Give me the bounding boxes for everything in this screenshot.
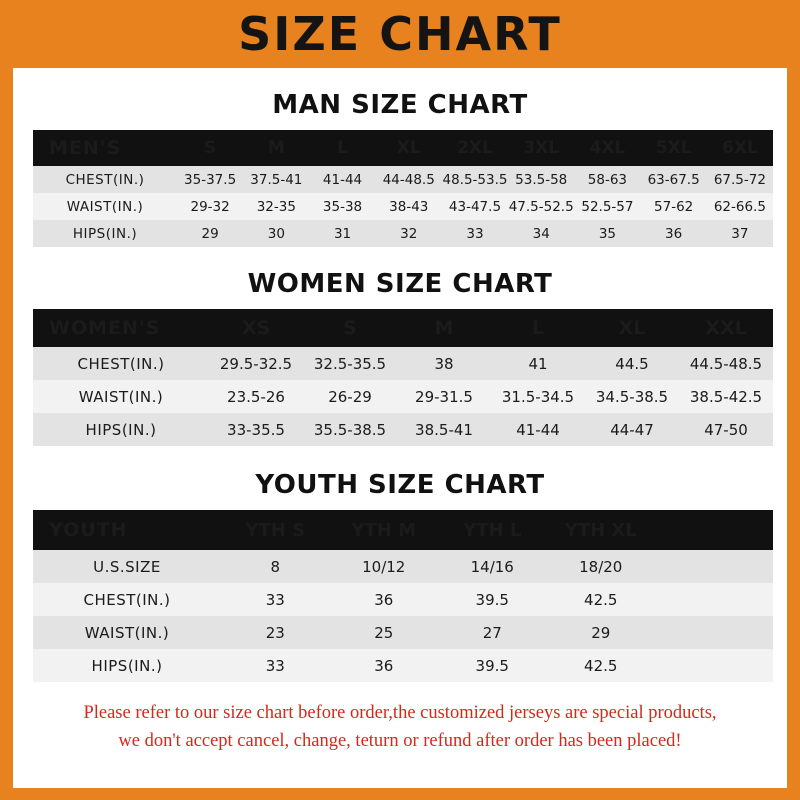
cell: 52.5-57: [574, 193, 640, 220]
cell: 23.5-26: [209, 380, 303, 413]
cell: 34.5-38.5: [585, 380, 679, 413]
youth-table-body: [33, 550, 773, 682]
cell: 44.5-48.5: [679, 347, 773, 380]
col-header-2xl: 2XL: [442, 130, 508, 166]
cell: 14/16: [438, 550, 547, 583]
col-header-s: S: [303, 309, 397, 347]
col-header-yth-xl: YTH XL: [547, 510, 656, 550]
col-header-yth-m: YTH M: [330, 510, 439, 550]
cell: 36: [330, 649, 439, 682]
page-title: SIZE CHART: [238, 7, 562, 61]
cell: 31.5-34.5: [491, 380, 585, 413]
col-header-4xl: 4XL: [574, 130, 640, 166]
table-row: [33, 583, 773, 616]
col-header-label: YOUTH: [33, 510, 221, 550]
col-header-spacer: [655, 510, 773, 550]
cell: 41-44: [491, 413, 585, 446]
row-label-chest: CHEST(IN.): [33, 583, 221, 616]
women-table-body: [33, 347, 773, 446]
col-header-label: MEN'S: [33, 130, 177, 166]
cell: 36: [330, 583, 439, 616]
table-header-row: [33, 309, 773, 347]
table-header-row: [33, 130, 773, 166]
cell: 53.5-58: [508, 166, 574, 193]
cell: 33: [221, 583, 330, 616]
cell: 67.5-72: [707, 166, 773, 193]
cell: 8: [221, 550, 330, 583]
row-label-hips: HIPS(IN.): [33, 413, 209, 446]
youth-size-table: [33, 510, 773, 682]
cell: 38.5-42.5: [679, 380, 773, 413]
table-row: [33, 166, 773, 193]
cell: 30: [243, 220, 309, 247]
footer-note-line2: we don't accept cancel, change, teturn or refund after order has been placed!: [118, 730, 682, 751]
cell: 33: [221, 649, 330, 682]
cell: 35-38: [309, 193, 375, 220]
row-label-chest: CHEST(IN.): [33, 347, 209, 380]
section-title-youth: YOUTH SIZE CHART: [255, 470, 545, 500]
cell: 42.5: [547, 649, 656, 682]
man-size-table: [33, 130, 773, 247]
cell-spacer: [655, 616, 773, 649]
cell: 39.5: [438, 649, 547, 682]
cell: 63-67.5: [641, 166, 707, 193]
cell: 27: [438, 616, 547, 649]
cell-spacer: [655, 583, 773, 616]
table-row: [33, 220, 773, 247]
man-table-header: [33, 130, 773, 166]
page-banner: [0, 0, 800, 68]
cell: 35.5-38.5: [303, 413, 397, 446]
youth-table-header: [33, 510, 773, 550]
chart-content: [13, 90, 787, 756]
cell: 38-43: [376, 193, 442, 220]
table-header-row: [33, 510, 773, 550]
cell: 58-63: [574, 166, 640, 193]
cell: 44-47: [585, 413, 679, 446]
cell: 37: [707, 220, 773, 247]
cell: 32-35: [243, 193, 309, 220]
col-header-l: L: [309, 130, 375, 166]
cell: 35-37.5: [177, 166, 243, 193]
cell: 29-32: [177, 193, 243, 220]
cell: 42.5: [547, 583, 656, 616]
table-row: [33, 413, 773, 446]
cell: 32: [376, 220, 442, 247]
cell: 47.5-52.5: [508, 193, 574, 220]
row-label-waist: WAIST(IN.): [33, 616, 221, 649]
cell: 44-48.5: [376, 166, 442, 193]
table-row: [33, 380, 773, 413]
col-header-s: S: [177, 130, 243, 166]
col-header-xl: XL: [585, 309, 679, 347]
cell: 41: [491, 347, 585, 380]
bottom-accent-bar: [0, 788, 800, 800]
cell: 33-35.5: [209, 413, 303, 446]
cell: 39.5: [438, 583, 547, 616]
cell: 43-47.5: [442, 193, 508, 220]
row-label-hips: HIPS(IN.): [33, 649, 221, 682]
cell: 41-44: [309, 166, 375, 193]
row-label-waist: WAIST(IN.): [33, 193, 177, 220]
section-title-man: MAN SIZE CHART: [272, 90, 528, 120]
cell: 37.5-41: [243, 166, 309, 193]
cell-spacer: [655, 649, 773, 682]
cell: 29.5-32.5: [209, 347, 303, 380]
col-header-m: M: [243, 130, 309, 166]
cell: 29: [177, 220, 243, 247]
table-row: [33, 649, 773, 682]
cell: 36: [641, 220, 707, 247]
cell: 38: [397, 347, 491, 380]
col-header-6xl: 6XL: [707, 130, 773, 166]
cell: 35: [574, 220, 640, 247]
col-header-xs: XS: [209, 309, 303, 347]
cell: 10/12: [330, 550, 439, 583]
row-label-hips: HIPS(IN.): [33, 220, 177, 247]
women-size-table: [33, 309, 773, 446]
row-label-waist: WAIST(IN.): [33, 380, 209, 413]
footer-note-line1: Please refer to our size chart before order,the customized jerseys are special products,: [83, 703, 717, 723]
cell: 44.5: [585, 347, 679, 380]
table-row: [33, 193, 773, 220]
footer-note: [33, 700, 767, 756]
col-header-yth-l: YTH L: [438, 510, 547, 550]
table-row: [33, 616, 773, 649]
cell: 38.5-41: [397, 413, 491, 446]
cell-spacer: [655, 550, 773, 583]
cell: 47-50: [679, 413, 773, 446]
cell: 57-62: [641, 193, 707, 220]
women-table-header: [33, 309, 773, 347]
col-header-3xl: 3XL: [508, 130, 574, 166]
table-row: [33, 550, 773, 583]
cell: 34: [508, 220, 574, 247]
col-header-xxl: XXL: [679, 309, 773, 347]
col-header-label: WOMEN'S: [33, 309, 209, 347]
col-header-m: M: [397, 309, 491, 347]
row-label-us-size: U.S.SIZE: [33, 550, 221, 583]
cell: 25: [330, 616, 439, 649]
col-header-5xl: 5XL: [641, 130, 707, 166]
cell: 23: [221, 616, 330, 649]
cell: 32.5-35.5: [303, 347, 397, 380]
section-title-women: WOMEN SIZE CHART: [247, 269, 553, 299]
man-table-body: [33, 166, 773, 247]
cell: 62-66.5: [707, 193, 773, 220]
cell: 29-31.5: [397, 380, 491, 413]
col-header-xl: XL: [376, 130, 442, 166]
cell: 48.5-53.5: [442, 166, 508, 193]
cell: 29: [547, 616, 656, 649]
col-header-yth-s: YTH S: [221, 510, 330, 550]
cell: 31: [309, 220, 375, 247]
cell: 18/20: [547, 550, 656, 583]
col-header-l: L: [491, 309, 585, 347]
table-row: [33, 347, 773, 380]
row-label-chest: CHEST(IN.): [33, 166, 177, 193]
cell: 33: [442, 220, 508, 247]
cell: 26-29: [303, 380, 397, 413]
